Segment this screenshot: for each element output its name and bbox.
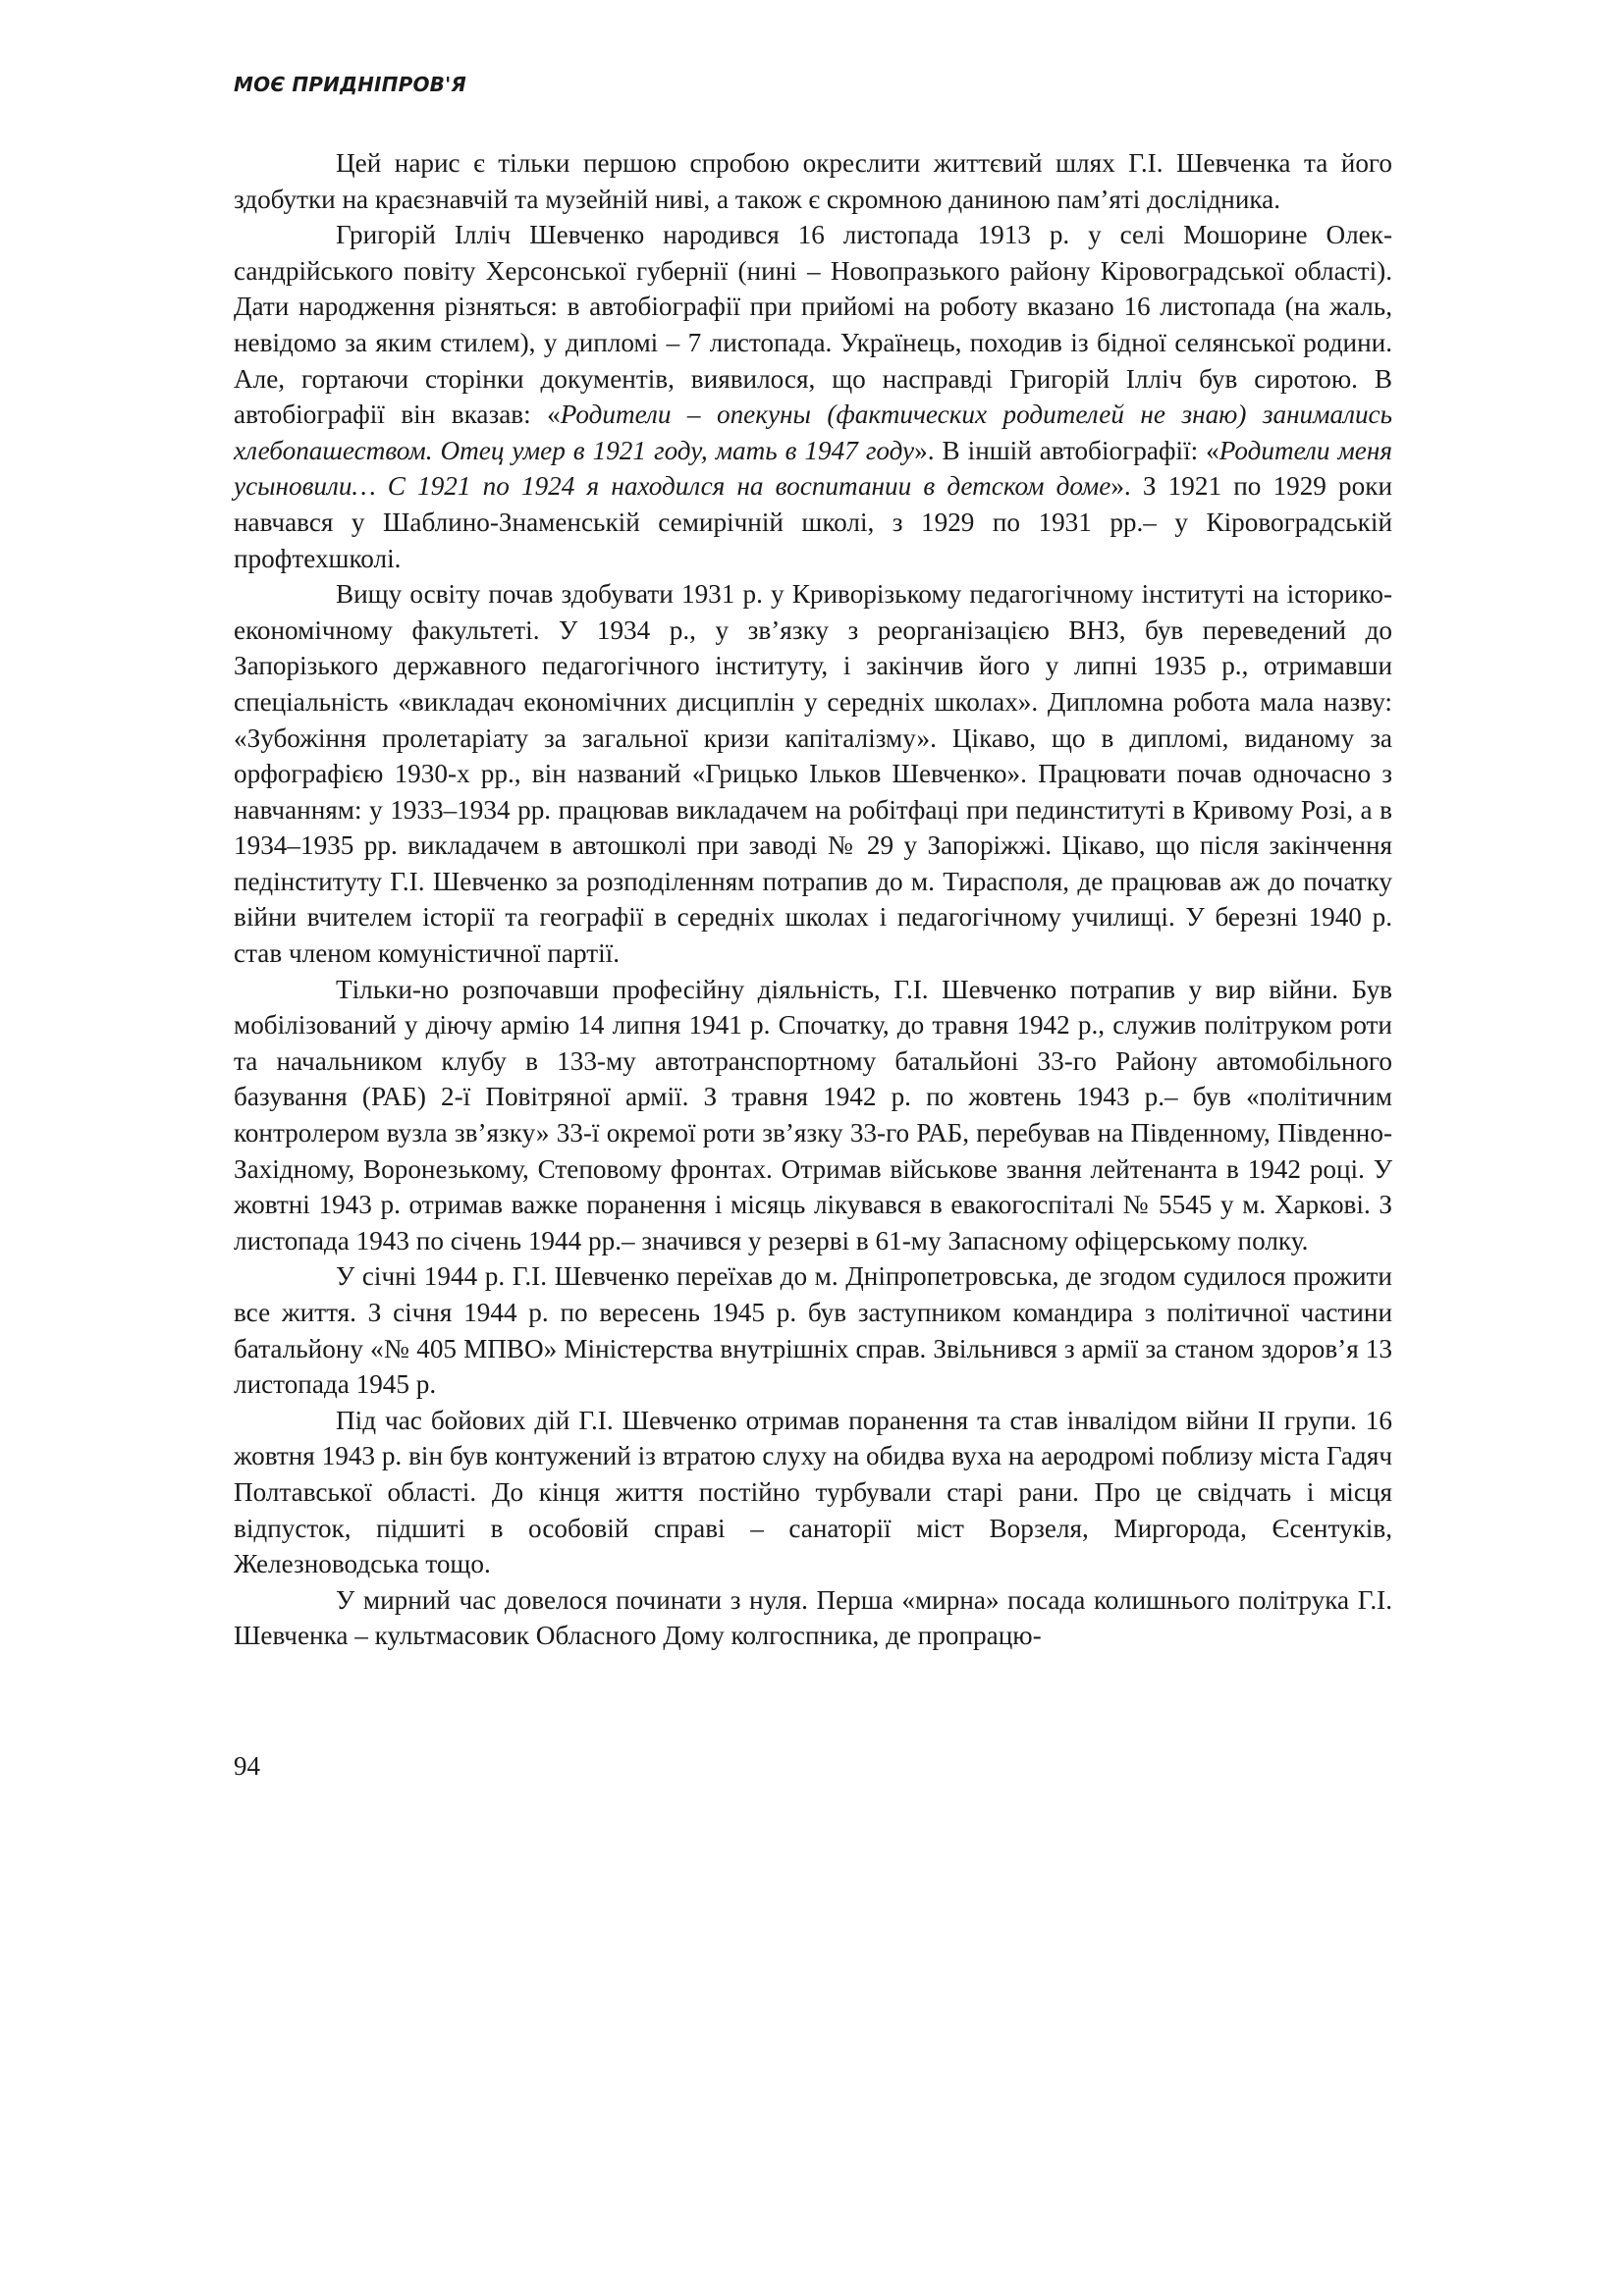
paragraph: У січні 1944 р. Г.І. Шевченко переїхав до м. Дніпропетровська, де згодом судилося прожити все життя. З січня 1944 р. по вересень 1945 р. був заступником командира з політичної частини батальйону «№ 405 МПВО» Міністерства внутрішніх справ. Звільнився з армії за станом здоров’я 13 листопада 1945 р. [234,1261,1392,1400]
quote-autobiography-2: Родители меня усыновили… С 1921 по 1924 я находился на воспитании в детском доме [234,435,1392,502]
paragraph: У мирний час довелося починати з нуля. Перша «мирна» посада колишнього політрука Г.І. Шевченка – культмасовик Обласного Дому колгоспника, де пропрацю- [234,1584,1392,1651]
paragraph: Цей нарис є тільки першою спробою окреслити життєвий шлях Г.І. Шевченка та його здобутки на краєзнавчій та музейній ниві, а також є скромною даниною пам’яті дослідника. [234,148,1392,214]
paragraph-text: Григорій Ілліч Шевченко народився 16 листопада 1913 р. у селі Мошорине Олександрійського повіту Херсонської губернії (нині – Новопразького району Кіровоградської області). Дати народження різняться: в автобіографії при прийомі на роботу вказано 16 листопада (на жаль, невідомо за яким стилем), у дипломі – 7 листопада. Українець, походив із бідної селянської родини. Але, гортаючи сторінки документів, виявилося, що насправді Григорій Ілліч був сиротою. В автобіографії він вказав: « [234,220,1392,430]
paragraph: Вищу освіту почав здобувати 1931 р. у Криворізькому педагогічному інституті на історико-економічному факультеті. У 1934 р., у зв’язку з реорганізацією ВНЗ, був переведений до Запорізького державного педагогічного інституту, і закінчив його у липні 1935 р., отримавши спеціальність «викладач економічних дисциплін у середніх школах». Дипломна робота мала назву: «Зубожіння пролетаріату за загальної кризи капіталізму». Цікаво, що в дипломі, виданому за орфографією 1930-х рр., він названий «Грицько Ільков Шевченко». Працювати почав одночасно з навчанням: у 1933–1934 рр. працював викладачем на робітфаці при пединституті в Кривому Розі, а в 1934–1935 рр. викладачем в автошколі при заводі № 29 у Запоріжжі. Цікаво, що після закінчення педінституту Г.І. Шевченко за розподіленням потрапив до м. Тирасполя, де працював аж до початку війни вчителем історії та географії в середніх школах і педагогічному училищі. У березні 1940 р. став членом комуністичної партії. [234,579,1392,969]
paragraph-text: ». З 1921 по 1929 роки навчався у Шаблино-Знаменській семирічній школі, з 1929 по 1931 рр.– у Кіровоградській профтехшколі. [234,471,1392,573]
page-number: 94 [234,1751,260,1781]
paragraph: Тільки-но розпочавши професійну діяльність, Г.І. Шевченко потрапив у вир війни. Був мобілізований у діючу армію 14 липня 1941 р. Спочатку, до травня 1942 р., служив політруком роти та начальником клубу в 133-му автотранспортному батальйоні 33-го Району автомобільного базування (РАБ) 2-ї Повітряної армії. З травня 1942 р. по жовтень 1943 р.– був «політичним контролером вузла зв’язку» 33-ї окремої роти зв’язку 33-го РАБ, перебував на Південному, Південно-Західному, Воронезькому, Степовому фронтах. Отримав військове звання лейтенанта в 1942 році. У жовтні 1943 р. отримав важке поранення і місяць лікувався в евакогоспіталі № 5545 у м. Харкові. З листопада 1943 по січень 1944 рр.– значився у резерві в 61-му Запасному офіцерському полку. [234,974,1392,1255]
paragraph-biography [234,217,1392,576]
running-header: МОЄ ПРИДНІПРОВ'Я [234,73,467,96]
quote-autobiography-1: Родители – опекуны (фактических родителей не знаю) занимались хлебопашеством. Отец умер в 1921 году, мать в 1947 году [234,400,1392,465]
paragraph: Під час бойових дій Г.І. Шевченко отримав поранення та став інвалідом війни ІІ групи. 16 жовтня 1943 р. він був контужений із втратою слуху на обидва вуха на аеродромі поблизу міста Гадяч Полтавської області. До кінця життя постійно турбували старі рани. Про це свідчать і місця відпусток, підшиті в особовій справі – санаторії міст Ворзеля, Миргорода, Єсентуків, Железноводська тощо. [234,1405,1392,1579]
paragraph-text: ». В іншій автобіографії: « [914,435,1219,465]
article-body [234,145,1392,1654]
